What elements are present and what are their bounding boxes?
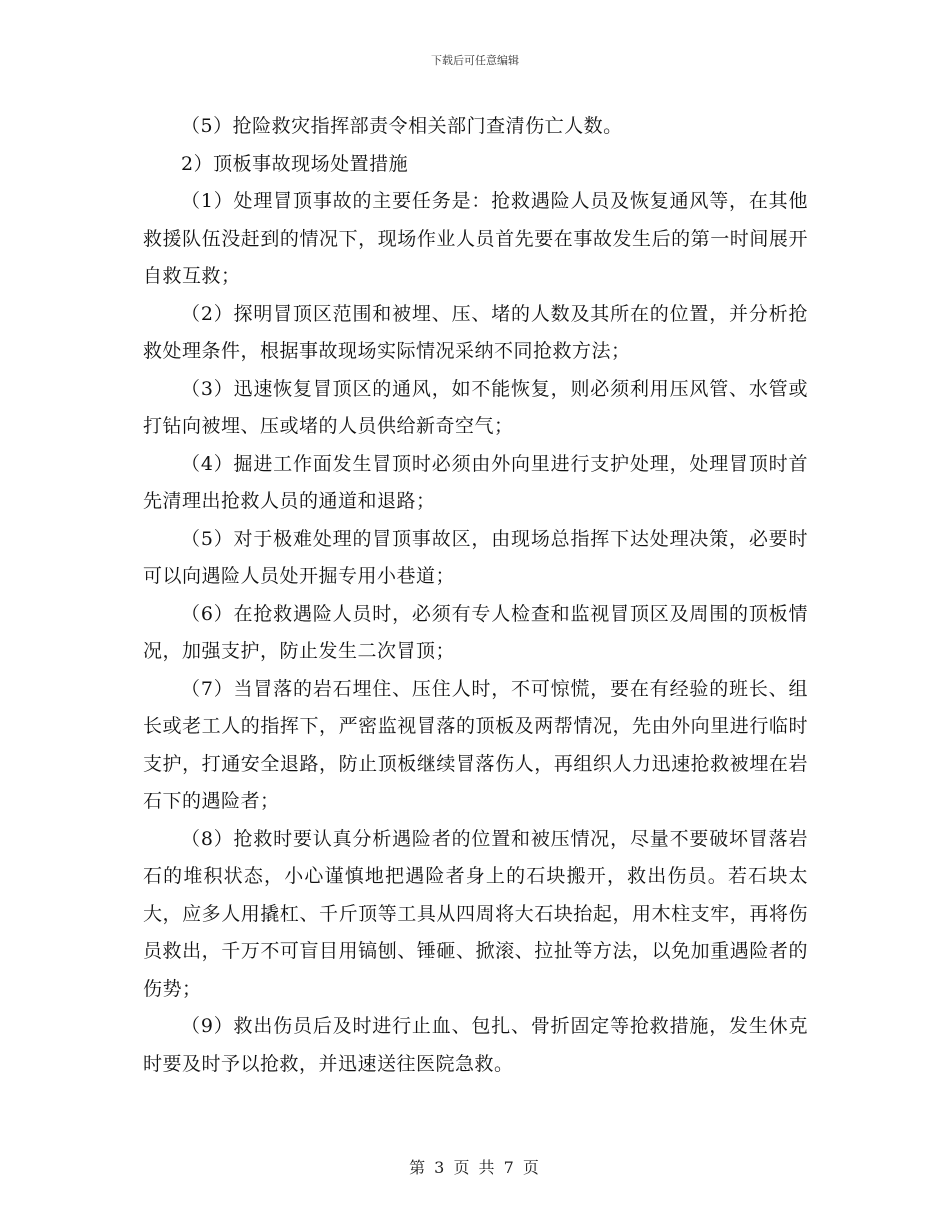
paragraph-measure-1: （1）处理冒顶事故的主要任务是：抢救遇险人员及恢复通风等，在其他救援队伍没赶到的情况下，现场作业人员首先要在事故发生后的第一时间展开自救互救；: [143, 190, 808, 287]
paragraph-measure-8: （8）抢救时要认真分析遇险者的位置和被压情况，尽量不要破坏冒落岩石的堆积状态，小心谨慎地把遇险者身上的石块搬开，救出伤员。若石块太大，应多人用撬杠、千斤顶等工具从四周将大石块抬起，用木柱支牢，再将伤员救出，千万不可盲目用镐刨、锤砸、掀滚、拉扯等方法，以免加重遇险者的伤势；: [143, 827, 808, 1000]
section-heading-roof-accident: 2）顶板事故现场处置措施: [181, 152, 409, 175]
paragraph-measure-2: （2）探明冒顶区范围和被埋、压、堵的人数及其所在的位置，并分析抢救处理条件，根据事故现场实际情况采纳不同抢救方法；: [143, 302, 808, 362]
paragraph-measure-4: （4）掘进工作面发生冒顶时必须由外向里进行支护处理，处理冒顶时首先清理出抢救人员的通道和退路；: [143, 452, 808, 512]
paragraph-measure-6: （6）在抢救遇险人员时，必须有专人检查和监视冒顶区及周围的顶板情况，加强支护，防止发生二次冒顶；: [143, 602, 808, 662]
paragraph-emergency-casualty-count: （5）抢险救灾指挥部责令相关部门查清伤亡人数。: [181, 115, 623, 137]
page-header: 下载后可任意编辑: [431, 54, 519, 67]
document-body: [143, 108, 808, 1083]
paragraph-measure-9: （9）救出伤员后及时进行止血、包扎、骨折固定等抢救措施，发生休克时要及时予以抢救，并迅速送往医院急救。: [143, 1015, 808, 1075]
paragraph-measure-7: （7）当冒落的岩石埋住、压住人时，不可惊慌，要在有经验的班长、组长或老工人的指挥下，严密监视冒落的顶板及两帮情况，先由外向里进行临时支护，打通安全退路，防止顶板继续冒落伤人，再组织人力迅速抢救被埋在岩石下的遇险者；: [143, 677, 808, 812]
paragraph-measure-5: （5）对于极难处理的冒顶事故区，由现场总指挥下达处理决策，必要时可以向遇险人员处开掘专用小巷道；: [143, 527, 808, 587]
page-number-footer: 第 3 页 共 7 页: [409, 1158, 541, 1177]
paragraph-measure-3: （3）迅速恢复冒顶区的通风，如不能恢复，则必须利用压风管、水管或打钻向被埋、压或堵的人员供给新奇空气；: [143, 377, 808, 437]
